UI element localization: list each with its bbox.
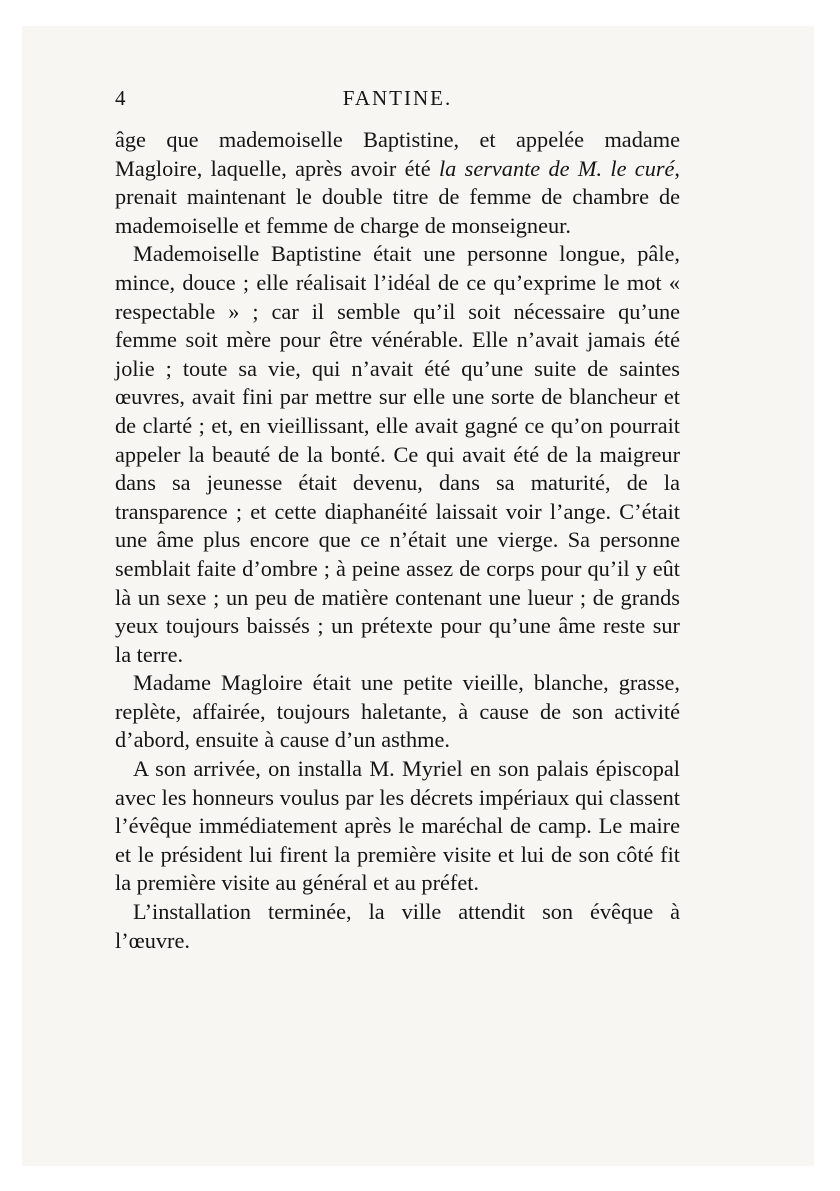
italic-phrase: la servante de M. le curé bbox=[438, 155, 675, 181]
paragraph-magloire: Madame Magloire était une petite vieille, blanche, grasse, replète, affairée, toujours haletante, à cause de son activité d’abord, ensuite à cause d’un asthme. bbox=[115, 670, 680, 753]
body-text bbox=[115, 126, 680, 955]
paragraph-text: , prenait maintenant le double titre de femme de chambre de mademoiselle et femme de charge de monseigneur. bbox=[115, 155, 680, 238]
paragraph-baptistine: Mademoiselle Baptistine était une personne longue, pâle, mince, douce ; elle réalisait l’idéal de ce qu’exprime le mot « respectable » ; car il semble qu’il soit nécessaire qu’une femme soit mère pour être vénérable. Elle n’avait jamais été jolie ; toute sa vie, qui n’avait été qu’une suite de saintes œuvres, avait fini par mettre sur elle une sorte de blancheur et de clarté ; et, en vieillissant, elle avait gagné ce qu’on pourrait appeler la beauté de la bonté. Ce qui avait été de la maigreur dans sa jeunesse était devenu, dans sa maturité, de la transparence ; et cette diaphanéité laissait voir l’ange. C’était une âme plus encore que ce n’était une vierge. Sa personne semblait faite d’ombre ; à peine assez de corps pour qu’il y eût là un sexe ; un peu de matière contenant une lueur ; de grands yeux toujours baissés ; un prétexte pour qu’une âme reste sur la terre. bbox=[115, 241, 680, 667]
page-header bbox=[115, 86, 680, 116]
paragraph-text: âge que mademoiselle Baptistine, et appelée madame Magloire, laquelle, après avoir été bbox=[115, 127, 680, 181]
paragraph-continued bbox=[115, 126, 680, 240]
page-number: 4 bbox=[115, 86, 126, 110]
paragraph-closing: L’installation terminée, la ville attendit son évêque à l’œuvre. bbox=[115, 899, 680, 953]
paragraph-installation: A son arrivée, on installa M. Myriel en son palais épiscopal avec les honneurs voulus par les décrets impériaux qui classent l’évêque immédiatement après le maréchal de camp. Le maire et le président lui firent la première visite et lui de son côté fit la première visite au général et au préfet. bbox=[115, 756, 680, 896]
running-title: FANTINE. bbox=[342, 86, 453, 110]
